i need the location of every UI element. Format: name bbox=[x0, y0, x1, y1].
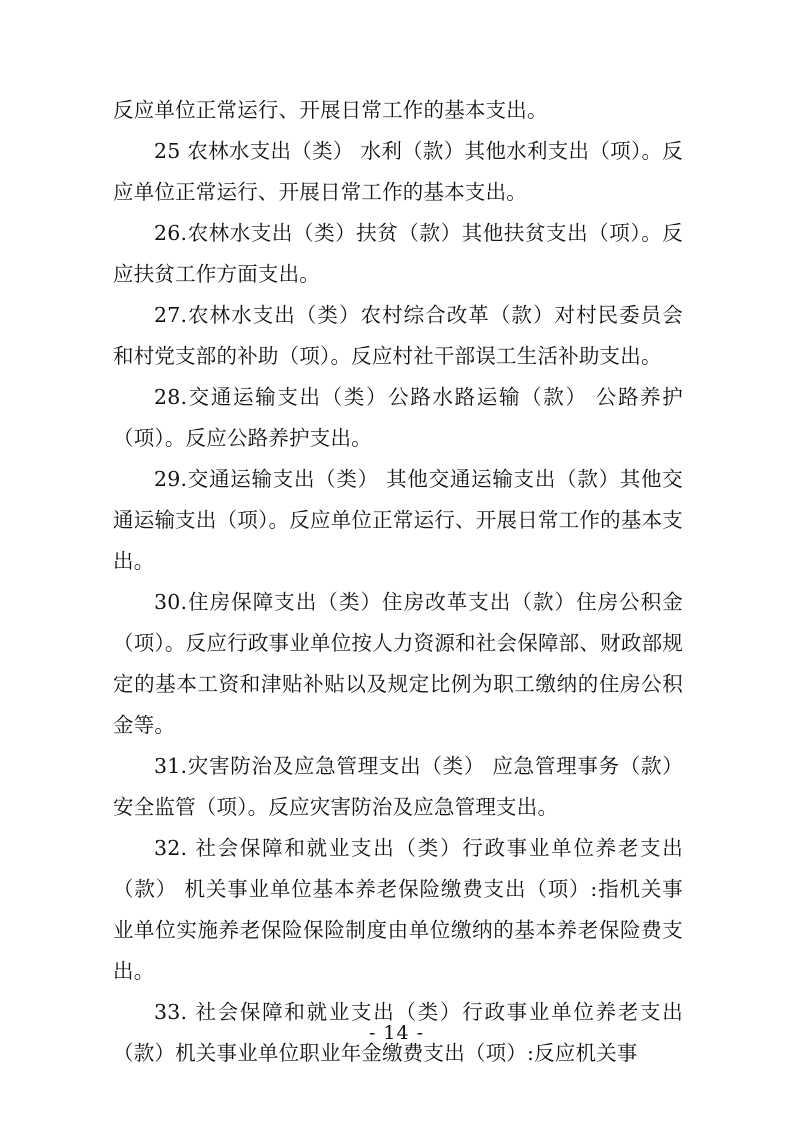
paragraph-item-30: 30.住房保障支出（类）住房改革支出（款）住房公积金（项）。反应行政事业单位按人力资源和社会保障部、财政部规定的基本工资和津贴补贴以及规定比例为职工缴纳的住房公积金等。 bbox=[113, 590, 683, 737]
page-body bbox=[113, 90, 683, 1074]
page-number: - 14 - bbox=[368, 1022, 425, 1044]
paragraph-item-27: 27.农林水支出（类）农村综合改革（款）对村民委员会和村党支部的补助（项）。反应村社干部误工生活补助支出。 bbox=[113, 303, 683, 368]
paragraph-item-31: 31.灾害防治及应急管理支出（类） 应急管理事务（款）安全监管（项）。反应灾害防治及应急管理支出。 bbox=[113, 754, 683, 819]
paragraph-item-32: 32. 社会保障和就业支出（类）行政事业单位养老支出（款） 机关事业单位基本养老保险缴费支出（项）:指机关事业单位实施养老保险保险制度由单位缴纳的基本养老保险费支出。 bbox=[113, 836, 683, 983]
paragraph-item-26: 26.农林水支出（类）扶贫（款）其他扶贫支出（项）。反应扶贫工作方面支出。 bbox=[113, 221, 683, 286]
paragraph-item-29: 29.交通运输支出（类） 其他交通运输支出（款）其他交通运输支出（项）。反应单位正常运行、开展日常工作的基本支出。 bbox=[113, 467, 683, 573]
paragraph-continued: 反应单位正常运行、开展日常工作的基本支出。 bbox=[113, 98, 548, 122]
paragraph-item-25: 25 农林水支出（类） 水利（款）其他水利支出（项）。反应单位正常运行、开展日常工作的基本支出。 bbox=[113, 139, 683, 204]
paragraph-item-28: 28.交通运输支出（类）公路水路运输（款） 公路养护（项）。反应公路养护支出。 bbox=[113, 385, 683, 450]
paragraph-item-33: 33. 社会保障和就业支出（类）行政事业单位养老支出（款）机关事业单位职业年金缴费支出（项）:反应机关事 bbox=[113, 1000, 683, 1065]
